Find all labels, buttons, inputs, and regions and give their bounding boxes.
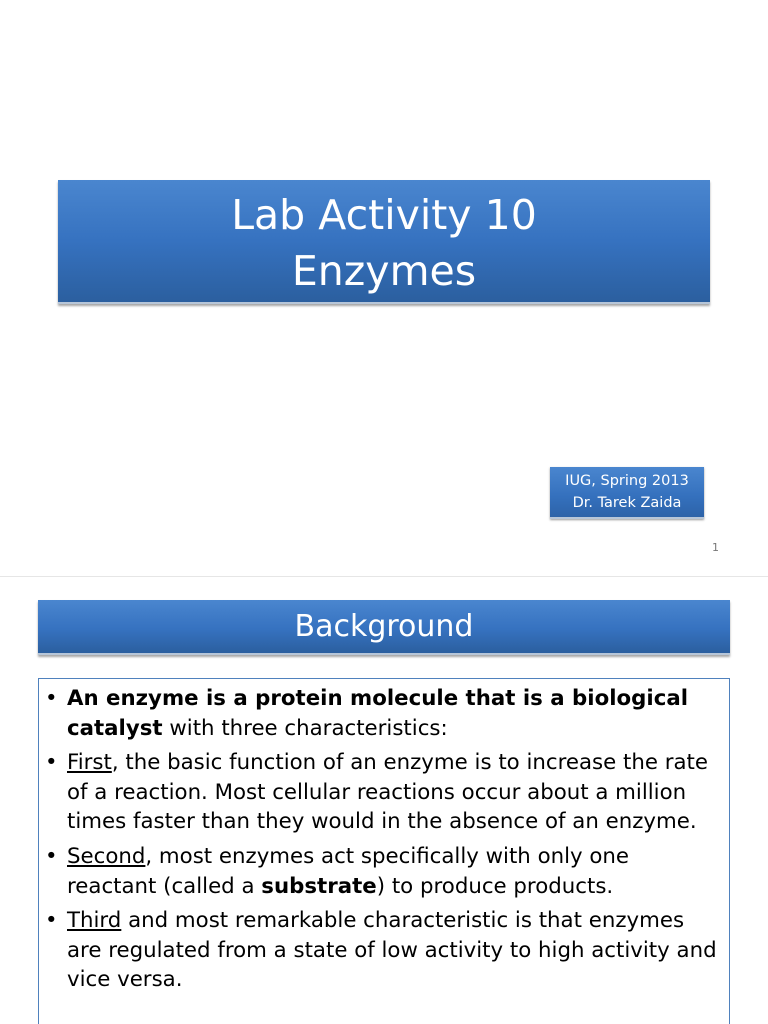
bullet-list: [39, 679, 729, 995]
bullet-marker: •: [45, 750, 58, 776]
underlined-text: First: [67, 750, 112, 776]
list-item: [45, 842, 721, 901]
body-text: with three characteristics:: [162, 715, 448, 741]
underlined-text: Second: [67, 843, 146, 869]
author-name: Dr. Tarek Zaida: [572, 495, 682, 511]
bullet-marker: •: [45, 843, 58, 869]
institution-term: IUG, Spring 2013: [565, 473, 689, 489]
list-item: [45, 684, 721, 743]
body-text: ) to produce products.: [376, 873, 614, 899]
page-number: 1: [712, 541, 719, 554]
list-item: [45, 906, 721, 995]
bold-text: substrate: [261, 873, 377, 899]
bullet-marker: •: [45, 686, 58, 711]
background-slide: [0, 576, 768, 1024]
title-banner: [58, 180, 710, 304]
bold-text: An enzyme is a protein molecule that is a biological catalyst: [67, 686, 688, 741]
slide-subtitle: Enzymes: [291, 247, 477, 295]
bullet-marker: •: [45, 908, 58, 934]
body-text: and most remarkable characteristic is that enzymes are regulated from a state of low activity to high activity and vice versa.: [67, 908, 717, 993]
author-box: [550, 467, 704, 519]
underlined-text: Third: [67, 908, 122, 934]
body-text: , most enzymes act specifically with only one reactant (called a: [67, 843, 630, 899]
section-heading: Background: [38, 600, 730, 655]
content-box: [38, 678, 730, 1024]
slide-title: Lab Activity 10: [231, 191, 537, 239]
list-item: [45, 748, 721, 837]
body-text: , the basic function of an enzyme is to increase the rate of a reaction. Most cellular reactions occur about a million times faster than they would in the absence of an enzyme.: [67, 750, 708, 835]
